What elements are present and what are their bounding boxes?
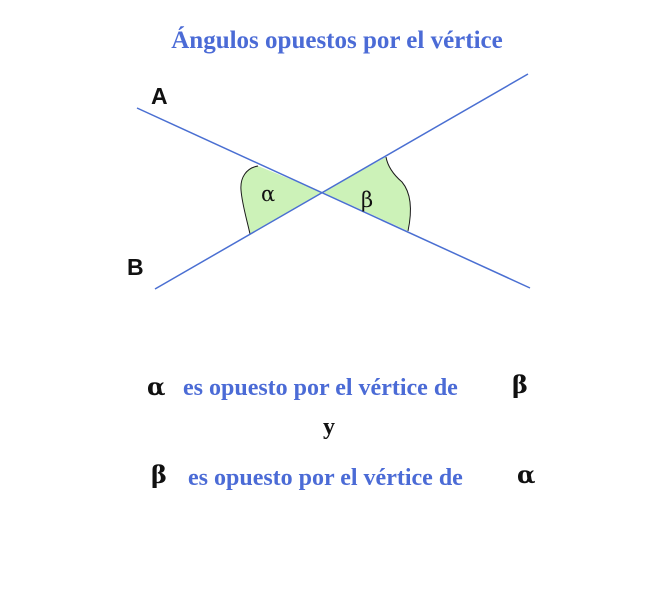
statement-2-object: α — [517, 460, 536, 489]
statement-2-subject: β — [151, 460, 167, 489]
diagram-title: Ángulos opuestos por el vértice — [171, 27, 503, 54]
statement-1-subject: α — [147, 372, 166, 401]
statement-connector: y — [323, 414, 335, 440]
angle-alpha-label: α — [261, 182, 276, 206]
statement-1-text: es opuesto por el vértice de — [183, 375, 458, 401]
statement-2-text: es opuesto por el vértice de — [188, 465, 463, 491]
line-a — [137, 108, 530, 288]
line-b — [155, 74, 528, 289]
line-b-label: B — [127, 254, 144, 280]
line-a-label: A — [151, 83, 168, 109]
statement-1-object: β — [512, 370, 528, 399]
angle-beta-label: β — [361, 188, 374, 212]
